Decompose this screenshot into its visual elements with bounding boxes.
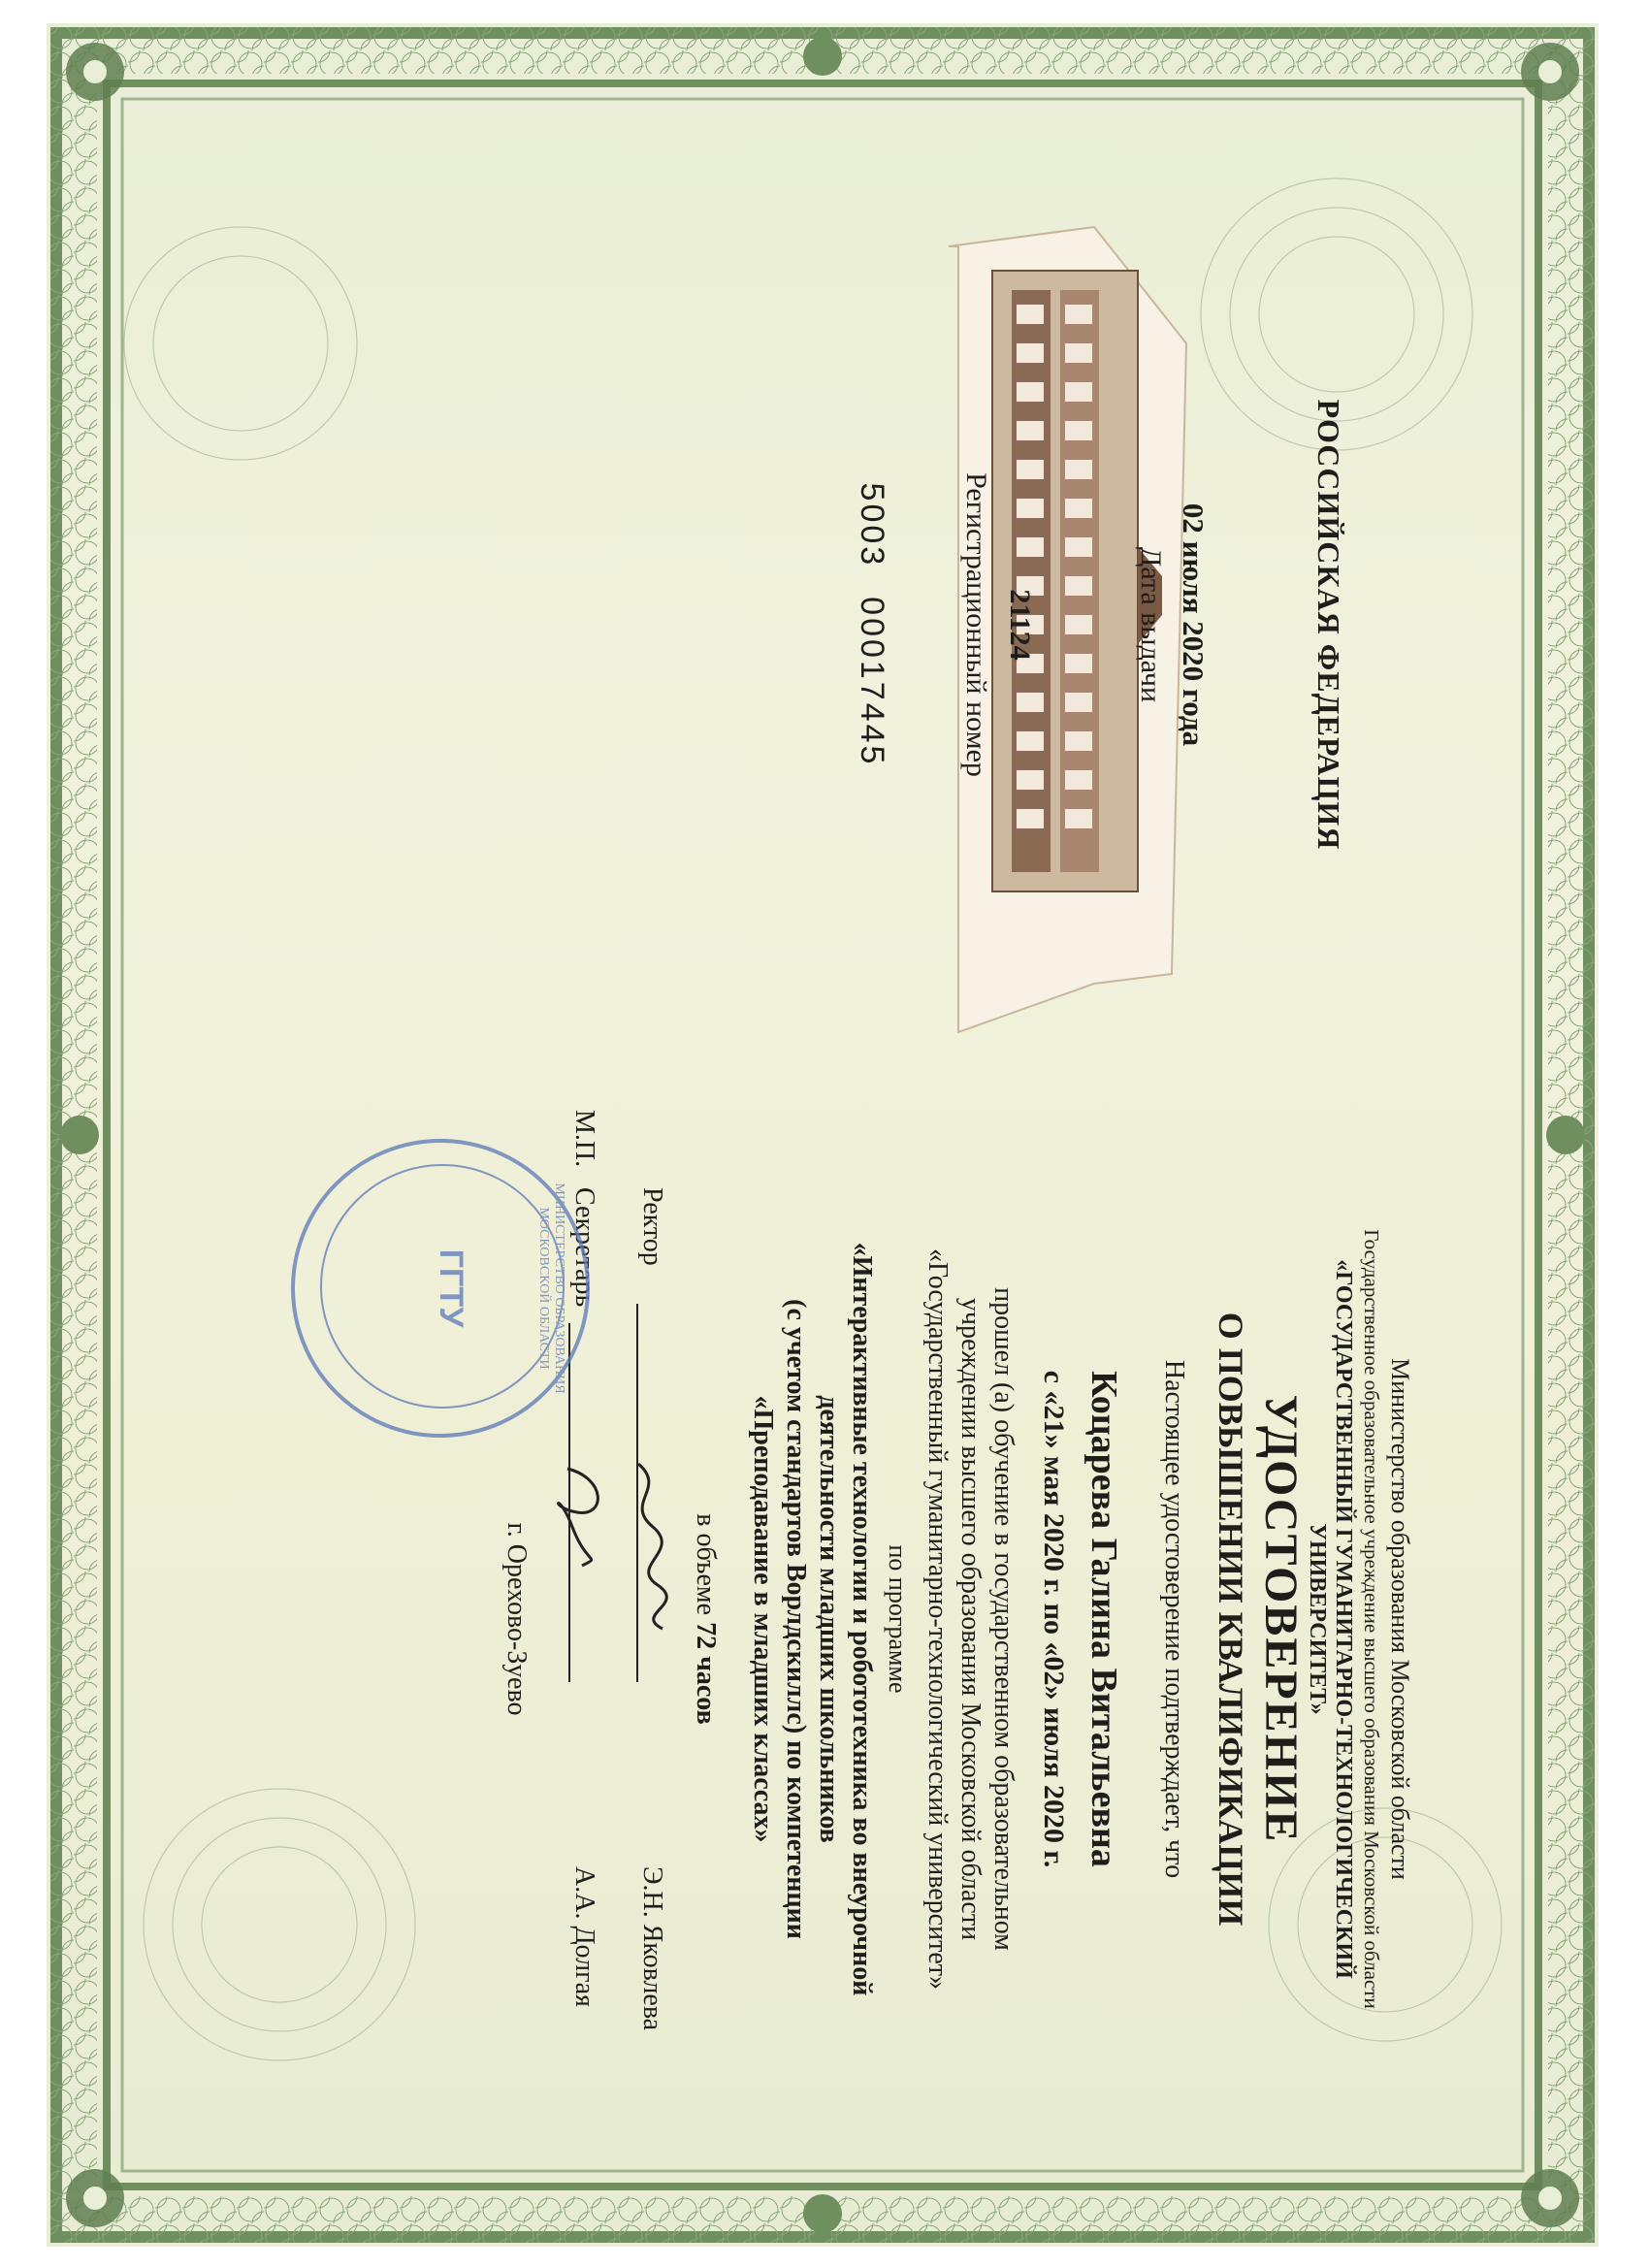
- institution-line1: Государственное образовательное учреждение высшего образования Московской области: [1360, 1229, 1383, 2009]
- rector-name: Э.Н. Яковлева: [637, 1866, 667, 2031]
- stamp-ring-text: МИНИСТЕРСТВО ОБРАЗОВАНИЯ МОСКОВСКОЙ ОБЛАСТИ: [536, 1183, 566, 1394]
- secretary-signature: [553, 1459, 611, 1575]
- left-panel: [47, 256, 1599, 993]
- stamp-center-text: ГГТУ: [433, 1248, 469, 1328]
- country-title: РОССИЙСКАЯ ФЕДЕРАЦИЯ: [1311, 399, 1346, 851]
- rector-label: Ректор: [637, 1187, 667, 1266]
- program-line1: «Интерактивные технологии и робототехника во внеурочной: [847, 1242, 877, 1996]
- issue-date-label: Дата выдачи: [1135, 546, 1167, 703]
- program-label: по программе: [884, 1544, 912, 1694]
- volume-hours: 72 часов: [691, 1622, 721, 1725]
- confirms-text: Настоящее удостоверение подтверждает, что: [1159, 1359, 1189, 1879]
- completed-line3: «Государственный гуманитарно-технологический университет»: [922, 1248, 953, 1990]
- official-stamp: [291, 1139, 590, 1438]
- certificate-series-number: [853, 256, 890, 993]
- volume-prefix: в объеме: [691, 1513, 721, 1616]
- institution-line2: «ГОСУДАРСТВЕННЫЙ ГУМАНИТАРНО-ТЕХНОЛОГИЧЕСКИЙ УНИВЕРСИТЕТ»: [1305, 1259, 1356, 1979]
- reg-number-label: Регистрационный номер: [960, 472, 992, 777]
- number: 00017445: [854, 597, 890, 767]
- volume: [690, 1168, 721, 2070]
- city: г. Орехово-Зуево: [501, 1522, 532, 1716]
- issue-date: 02 июля 2020 года: [1177, 502, 1211, 747]
- series: 5003: [854, 482, 890, 568]
- certificate-title: УДОСТОВЕРЕНИЕ: [1255, 1394, 1307, 1844]
- completed-line1: прошел (а) обучение в государственном образовательном: [988, 1287, 1018, 1951]
- program-line3: (с учетом стандартов Ворлдскиллс) по компетенции: [781, 1299, 811, 1939]
- ministry: Министерство образования Московской области: [1386, 1358, 1414, 1880]
- study-period: с «21» мая 2020 г. по «02» июля 2020 г.: [1038, 1370, 1070, 1868]
- rector-row: [590, 1168, 667, 2070]
- certificate-subtitle: О ПОВЫШЕНИИ КВАЛИФИКАЦИИ: [1212, 1312, 1250, 1927]
- right-panel: [47, 1110, 1599, 2070]
- secretary-label: Секретарь: [569, 1187, 599, 1308]
- secretary-name: А.А. Долгая: [569, 1866, 599, 2007]
- rector-signature: [619, 1459, 677, 1634]
- reg-number: 21124: [1004, 589, 1036, 661]
- stamp-mark: М.П.: [569, 1110, 599, 1168]
- program-line2: деятельности младших школьников: [814, 1395, 844, 1843]
- full-name: Коцарева Галина Витальевна: [1083, 1371, 1124, 1867]
- completed-line2: учреждении высшего образования Московской области: [955, 1297, 986, 1941]
- program-line4: «Преподавание в младших классах»: [748, 1395, 778, 1843]
- certificate-content: [47, 23, 1599, 2247]
